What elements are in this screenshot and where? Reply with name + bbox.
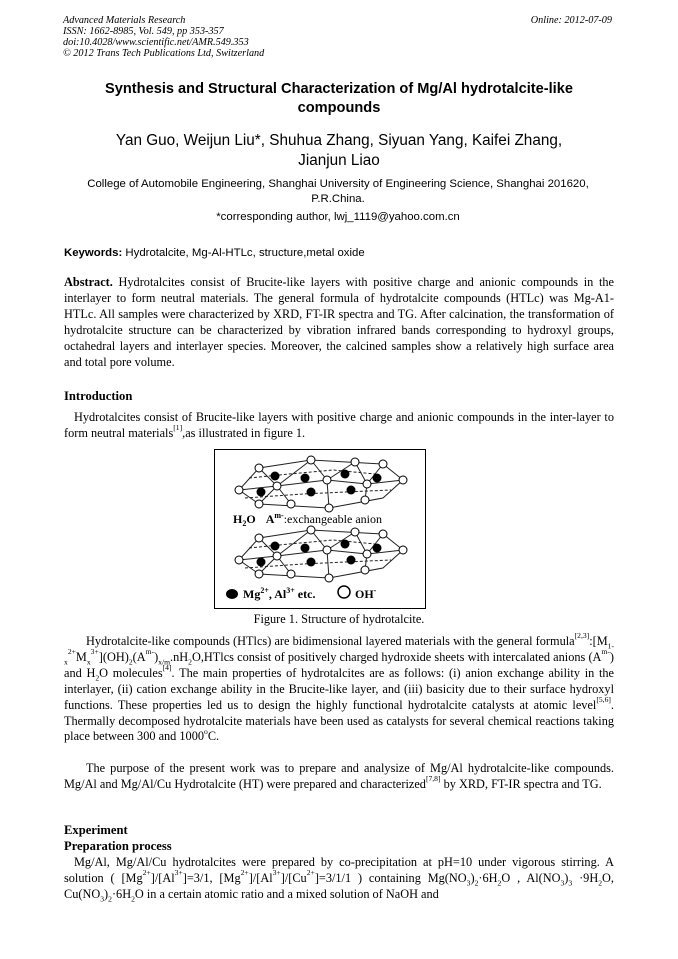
intro-p1-tail: ,as illustrated in figure 1. [182,425,306,440]
authors-line-2: Jianjun Liao [298,152,380,169]
preparation-subheading: Preparation process [64,839,172,853]
metal-cation-marker-icon [226,589,238,599]
citation-4[interactable]: [4] [162,663,172,673]
hydroxyl-marker-icon [338,586,350,598]
paper-title [66,80,612,118]
lower-brucite-layer [239,530,403,578]
upper-brucite-layer [239,460,403,508]
keywords-text: Hydrotalcite, Mg-Al-HTLc, structure,metal oxide [122,247,365,259]
keywords-label: Keywords: [64,247,123,259]
journal-copyright: © 2012 Trans Tech Publications Ltd, Switzerland [63,48,265,59]
abstract-text: Hydrotalcites consist of Brucite-like layers with positive charge and anionic compounds in the interlayer to form neutral materials. The general formula of hydrotalcite compounds (HTLc) was Mg-A1-HTLc. All samples were characterized by XRD, FT-IR spectra and TG. After calcination, the transformation of hydrotalcite structure can be characterized by vibration infrared bands corresponding to hydroxyl groups, octahedral layers and interlayer species. Moreover, the calcined samples show a relatively high surface area and total pore volume. [64,275,614,369]
hydrotalcite-structure-diagram [215,450,425,608]
experiment-paragraph-1: Mg/Al, Mg/Al/Cu hydrotalcites were prepared by co-precipitation at pH=10 under vigorous stirring. A solution ( $[Mg^{2+}]/[Al^{3+}]=3/1$, $[Mg^{2+}]/[Al^{3+}]/[Cu^{2+}]=3/1/1$ ) containing $Mg(NO_3)_2\cdot 6H_2O$ , $Al(NO_3)_3 \cdot 9H_2O$, $Cu(NO_3)_2\cdot 6H_2O$ in a certain atomic ratio and a mixed solution of NaOH and [64,855,614,904]
lower-layer-atoms [235,526,407,582]
affiliation [60,177,616,207]
introduction-paragraph-1 [64,410,614,442]
interlayer-label: $H_2O$ $A^{m-}:exchangeable$ anion [233,511,382,528]
figure-1-caption: Figure 1. Structure of hydrotalcite. [253,612,425,626]
online-date: Online: 2012-07-09 [530,15,612,26]
journal-doi[interactable]: doi:10.4028/www.scientific.net/AMR.549.353 [63,37,249,48]
introduction-paragraph-3: The purpose of the present work was to prepare and analysize of Mg/Al hydrotalcite-like compounds. Mg/Al and Mg/Al/Cu Hydrotalcite (HT) were prepared and characterized[7,8] by XRD, FT-IR spectra and TG. [64,761,614,791]
intro-p1-text: Hydrotalcites consist of Brucite-like layers with positive charge and anionic compounds in the inter-layer to form neutral materials [64,410,614,440]
affiliation-line-1: College of Automobile Engineering, Shanghai University of Engineering Science, Shanghai 201620, [87,178,589,190]
legend-cation-label: $Mg^{2+}$, $Al^{3+}$ etc. [243,586,316,601]
keywords [64,246,614,261]
authors-line-1: Yan Guo, Weijun Liu*, Shuhua Zhang, Siyuan Yang, Kaifei Zhang, [115,132,563,149]
journal-issn: ISSN: 1662-8985, Vol. 549, pp 353-357 [63,26,224,37]
author-list [70,131,608,171]
citation-1[interactable]: [1] [173,423,183,433]
upper-layer-atoms [235,456,407,512]
introduction-heading: Introduction [64,389,133,403]
journal-name: Advanced Materials Research [63,15,186,26]
figure-legend [226,586,377,601]
paper-title-line-2: compounds [297,100,381,116]
experiment-heading: Experiment [64,823,128,837]
paper-title-line-1: Synthesis and Structural Characterization of Mg/Al hydrotalcite-like [105,81,573,97]
affiliation-line-2: P.R.China. [311,193,365,205]
abstract [64,275,614,370]
abstract-label: Abstract. [64,275,113,289]
figure-1 [214,449,426,609]
corresponding-author[interactable]: *corresponding author, lwj_1119@yahoo.com.cn [216,211,460,223]
legend-hydroxyl-label: OH- [355,586,377,601]
introduction-paragraph-2: Hydrotalcite-like compounds (HTlcs) are bidimensional layered materials with the general $formula[2,3]:[M_{1-x}^{2+}M_x^{3+}](OH)_2(A^{m-})_{x/m}.nH_2O,HTlcs$ consist of positively charged hydroxide sheets with intercalated anions $(A^{m-})$ and $H_2O$ molecules[4]. The main properties of hydrotalcites are as follows: (i) anion exchange ability in the interlayer, (ii) cation exchange ability in the Brucite-like layer, and (iii) basicity due to their surface hydroxyl functions. These properties led us to design the highly functional hydrotalcite catalysts at atomic level[5,6]. Thermally decomposed hydrotalcite materials have been used as catalysts for several chemical reactions taking place between 300 and 1000$^o$C. [64,631,614,744]
citation-7-8[interactable]: [7,8] [425,774,441,784]
citation-5-6[interactable]: [5,6] [596,695,611,705]
citation-2-3[interactable]: [2,3] [574,631,590,641]
journal-header [63,15,264,59]
